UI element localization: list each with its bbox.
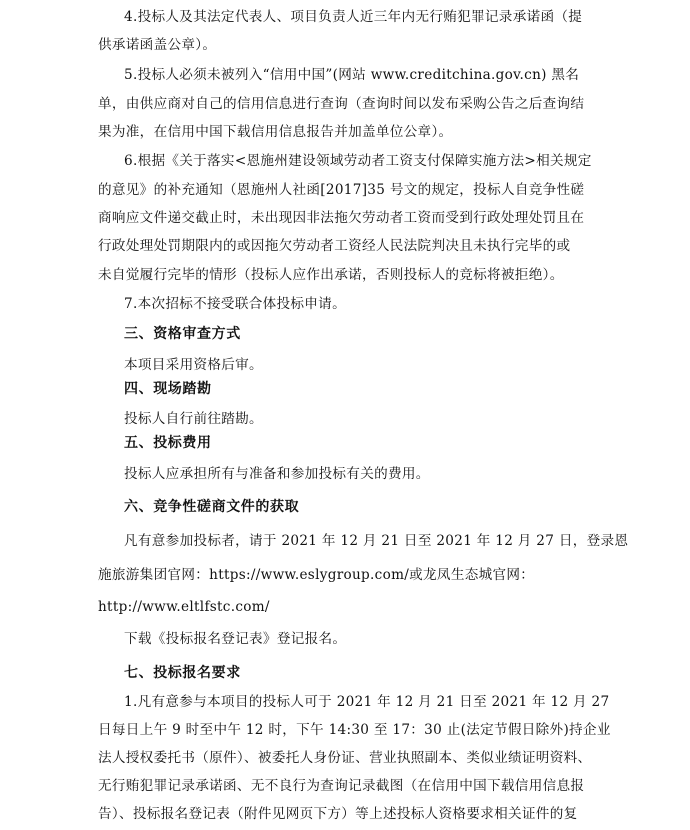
item-5-line-3: 果为准，在信用中国下载信用信息报告并加盖单位公章）。	[98, 124, 453, 140]
section-4-body: 投标人自行前往踏勘。	[124, 411, 263, 427]
section-7-line-2: 日每日上午 9 时至中午 12 时，下午 14:30 至 17：30 止(法定节假日除外)持企业	[98, 722, 611, 738]
item-5-line-2: 单，由供应商对自己的信用信息进行查询（查询时间以发布采购公告之后查询结	[98, 96, 585, 112]
item-7-line: 7.本次招标不接受联合体投标申请。	[124, 296, 346, 312]
item-6-line-4: 行政处理处罚期限内的或因拖欠劳动者工资经人民法院判决且未执行完毕的或	[98, 238, 571, 254]
section-3-body: 本项目采用资格后审。	[124, 357, 263, 373]
item-4-line-1: 4.投标人及其法定代表人、项目负责人近三年内无行贿犯罪记录承诺函（提	[124, 9, 583, 25]
item-6-line-2: 的意见》的补充通知（恩施州人社函[2017]35 号文的规定，投标人自竞争性磋	[98, 182, 585, 198]
item-6-line-1: 6.根据《关于落实<恩施州建设领域劳动者工资支付保障实施方法>相关规定	[124, 153, 592, 169]
item-5-line-1: 5.投标人必须未被列入“信用中国”(网站 www.creditchina.gov.cn) 黑名	[124, 67, 580, 83]
section-7-line-1: 1.凡有意参与本项目的投标人可于 2021 年 12 月 21 日至 2021 年 12 月 27	[124, 694, 610, 710]
section-6-url: http://www.eltlfstc.com/	[98, 599, 270, 615]
section-7-line-4: 无行贿犯罪记录承诺函、无不良行为查询记录截图（在信用中国下载信用信息报	[98, 778, 585, 794]
section-6-line-4: 下载《投标报名登记表》登记报名。	[124, 631, 347, 647]
section-4-heading: 四、现场踏勘	[124, 381, 212, 397]
item-6-line-5: 未自觉履行完毕的情形（投标人应作出承诺，否则投标人的竞标将被拒绝）。	[98, 267, 564, 283]
section-6-line-2: 施旅游集团官网：https://www.eslygroup.com/或龙凤生态城官网：	[98, 567, 535, 583]
section-5-heading: 五、投标费用	[124, 435, 212, 451]
section-7-line-3: 法人授权委托书（原件）、被委托人身份证、营业执照副本、类似业绩证明资料、	[98, 750, 592, 766]
section-7-heading: 七、投标报名要求	[124, 665, 241, 681]
section-7-line-5: 告）、投标报名登记表（附件见网页下方）等上述投标人资格要求相关证件的复	[98, 806, 578, 822]
item-6-line-3: 商响应文件递交截止时，未出现因非法拖欠劳动者工资而受到行政处理处罚且在	[98, 210, 585, 226]
item-4-line-2: 供承诺函盖公章）。	[98, 37, 217, 53]
section-3-heading: 三、资格审查方式	[124, 326, 241, 342]
section-6-line-1: 凡有意参加投标者，请于 2021 年 12 月 21 日至 2021 年 12 月 27 日，登录恩	[124, 533, 629, 549]
section-6-heading: 六、竞争性磋商文件的获取	[124, 499, 300, 515]
section-5-body: 投标人应承担所有与准备和参加投标有关的费用。	[124, 466, 430, 482]
